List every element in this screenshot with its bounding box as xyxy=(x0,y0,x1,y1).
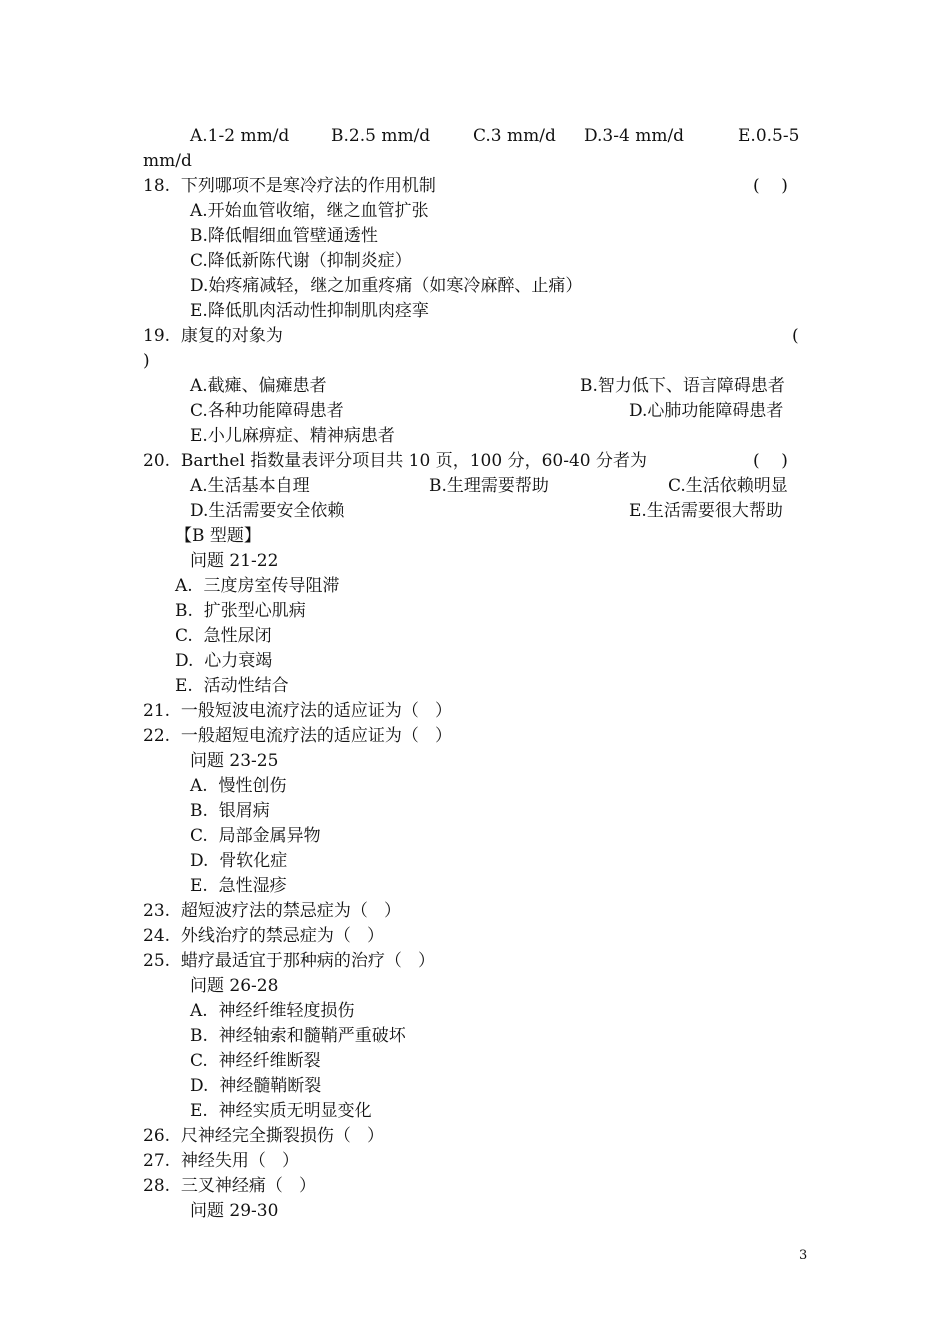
group-26-28-option-d: D. 神经髓鞘断裂 xyxy=(190,1076,322,1096)
q18-option-a: A.开始血管收缩，继之血管扩张 xyxy=(190,201,429,221)
q20-option-a: A.生活基本自理 xyxy=(190,476,310,496)
group-23-25-option-d: D. 骨软化症 xyxy=(190,851,288,871)
question-24: 24. 外线治疗的禁忌症为（ ） xyxy=(143,926,385,946)
b-type-heading: 【B 型题】 xyxy=(175,526,261,546)
q19-option-b: B.智力低下、语言障碍患者 xyxy=(580,376,785,396)
group-21-22-option-b: B. 扩张型心肌病 xyxy=(175,601,306,621)
group-26-28-option-e: E. 神经实质无明显变化 xyxy=(190,1101,372,1121)
q17-option-a: A.1-2 mm/d xyxy=(190,126,290,146)
question-28: 28. 三叉神经痛（ ） xyxy=(143,1176,317,1196)
q20-answer-paren: ( ) xyxy=(753,451,788,471)
q17-option-c: C.3 mm/d xyxy=(473,126,556,146)
q19-option-d: D.心肺功能障碍患者 xyxy=(629,401,784,421)
q20-option-e: E.生活需要很大帮助 xyxy=(629,501,783,521)
q19-option-e: E.小儿麻痹症、精神病患者 xyxy=(190,426,395,446)
q17-option-e-unit: mm/d xyxy=(143,151,192,171)
group-23-25-option-e: E. 急性湿疹 xyxy=(190,876,287,896)
question-26: 26. 尺神经完全撕裂损伤（ ） xyxy=(143,1126,385,1146)
q17-option-e: E.0.5-5 xyxy=(738,126,800,146)
group-21-22-option-e: E. 活动性结合 xyxy=(175,676,289,696)
q19-stem: 19. 康复的对象为 xyxy=(143,326,283,346)
group-26-28-option-a: A. 神经纤维轻度损伤 xyxy=(190,1001,355,1021)
question-21: 21. 一般短波电流疗法的适应证为（ ） xyxy=(143,701,453,721)
group-29-30-title: 问题 29-30 xyxy=(190,1201,279,1221)
page-number: 3 xyxy=(799,1248,808,1263)
q19-paren-open: ( xyxy=(792,326,799,346)
group-23-25-option-b: B. 银屑病 xyxy=(190,801,270,821)
q18-option-c: C.降低新陈代谢（抑制炎症） xyxy=(190,251,412,271)
question-22: 22. 一般超短电流疗法的适应证为（ ） xyxy=(143,726,453,746)
q18-option-e: E.降低肌肉活动性抑制肌肉痉挛 xyxy=(190,301,429,321)
q18-option-d: D.始疼痛减轻，继之加重疼痛（如寒冷麻醉、止痛） xyxy=(190,276,583,296)
q20-option-b: B.生理需要帮助 xyxy=(429,476,549,496)
group-21-22-title: 问题 21-22 xyxy=(190,551,279,571)
group-23-25-title: 问题 23-25 xyxy=(190,751,279,771)
group-21-22-option-d: D. 心力衰竭 xyxy=(175,651,273,671)
question-25: 25. 蜡疗最适宜于那种病的治疗（ ） xyxy=(143,951,436,971)
group-21-22-option-a: A. 三度房室传导阻滞 xyxy=(175,576,340,596)
question-27: 27. 神经失用（ ） xyxy=(143,1151,300,1171)
group-26-28-title: 问题 26-28 xyxy=(190,976,279,996)
q17-option-d: D.3-4 mm/d xyxy=(584,126,685,146)
q18-answer-paren: ( ) xyxy=(753,176,788,196)
group-23-25-option-a: A. 慢性创伤 xyxy=(190,776,287,796)
group-26-28-option-b: B. 神经轴索和髓鞘严重破坏 xyxy=(190,1026,406,1046)
group-26-28-option-c: C. 神经纤维断裂 xyxy=(190,1051,321,1071)
question-23: 23. 超短波疗法的禁忌症为（ ） xyxy=(143,901,402,921)
q18-option-b: B.降低帽细血管壁通透性 xyxy=(190,226,378,246)
q19-paren-close: ) xyxy=(143,351,150,371)
q18-stem: 18. 下列哪项不是寒冷疗法的作用机制 xyxy=(143,176,436,196)
q20-option-d: D.生活需要安全依赖 xyxy=(190,501,345,521)
q17-option-b: B.2.5 mm/d xyxy=(331,126,431,146)
q19-option-a: A.截瘫、偏瘫患者 xyxy=(190,376,327,396)
group-21-22-option-c: C. 急性尿闭 xyxy=(175,626,272,646)
q20-option-c: C.生活依赖明显 xyxy=(668,476,788,496)
group-23-25-option-c: C. 局部金属异物 xyxy=(190,826,321,846)
q19-option-c: C.各种功能障碍患者 xyxy=(190,401,344,421)
q20-stem: 20. Barthel 指数量表评分项目共 10 页，100 分，60-40 分者为 xyxy=(143,451,647,471)
